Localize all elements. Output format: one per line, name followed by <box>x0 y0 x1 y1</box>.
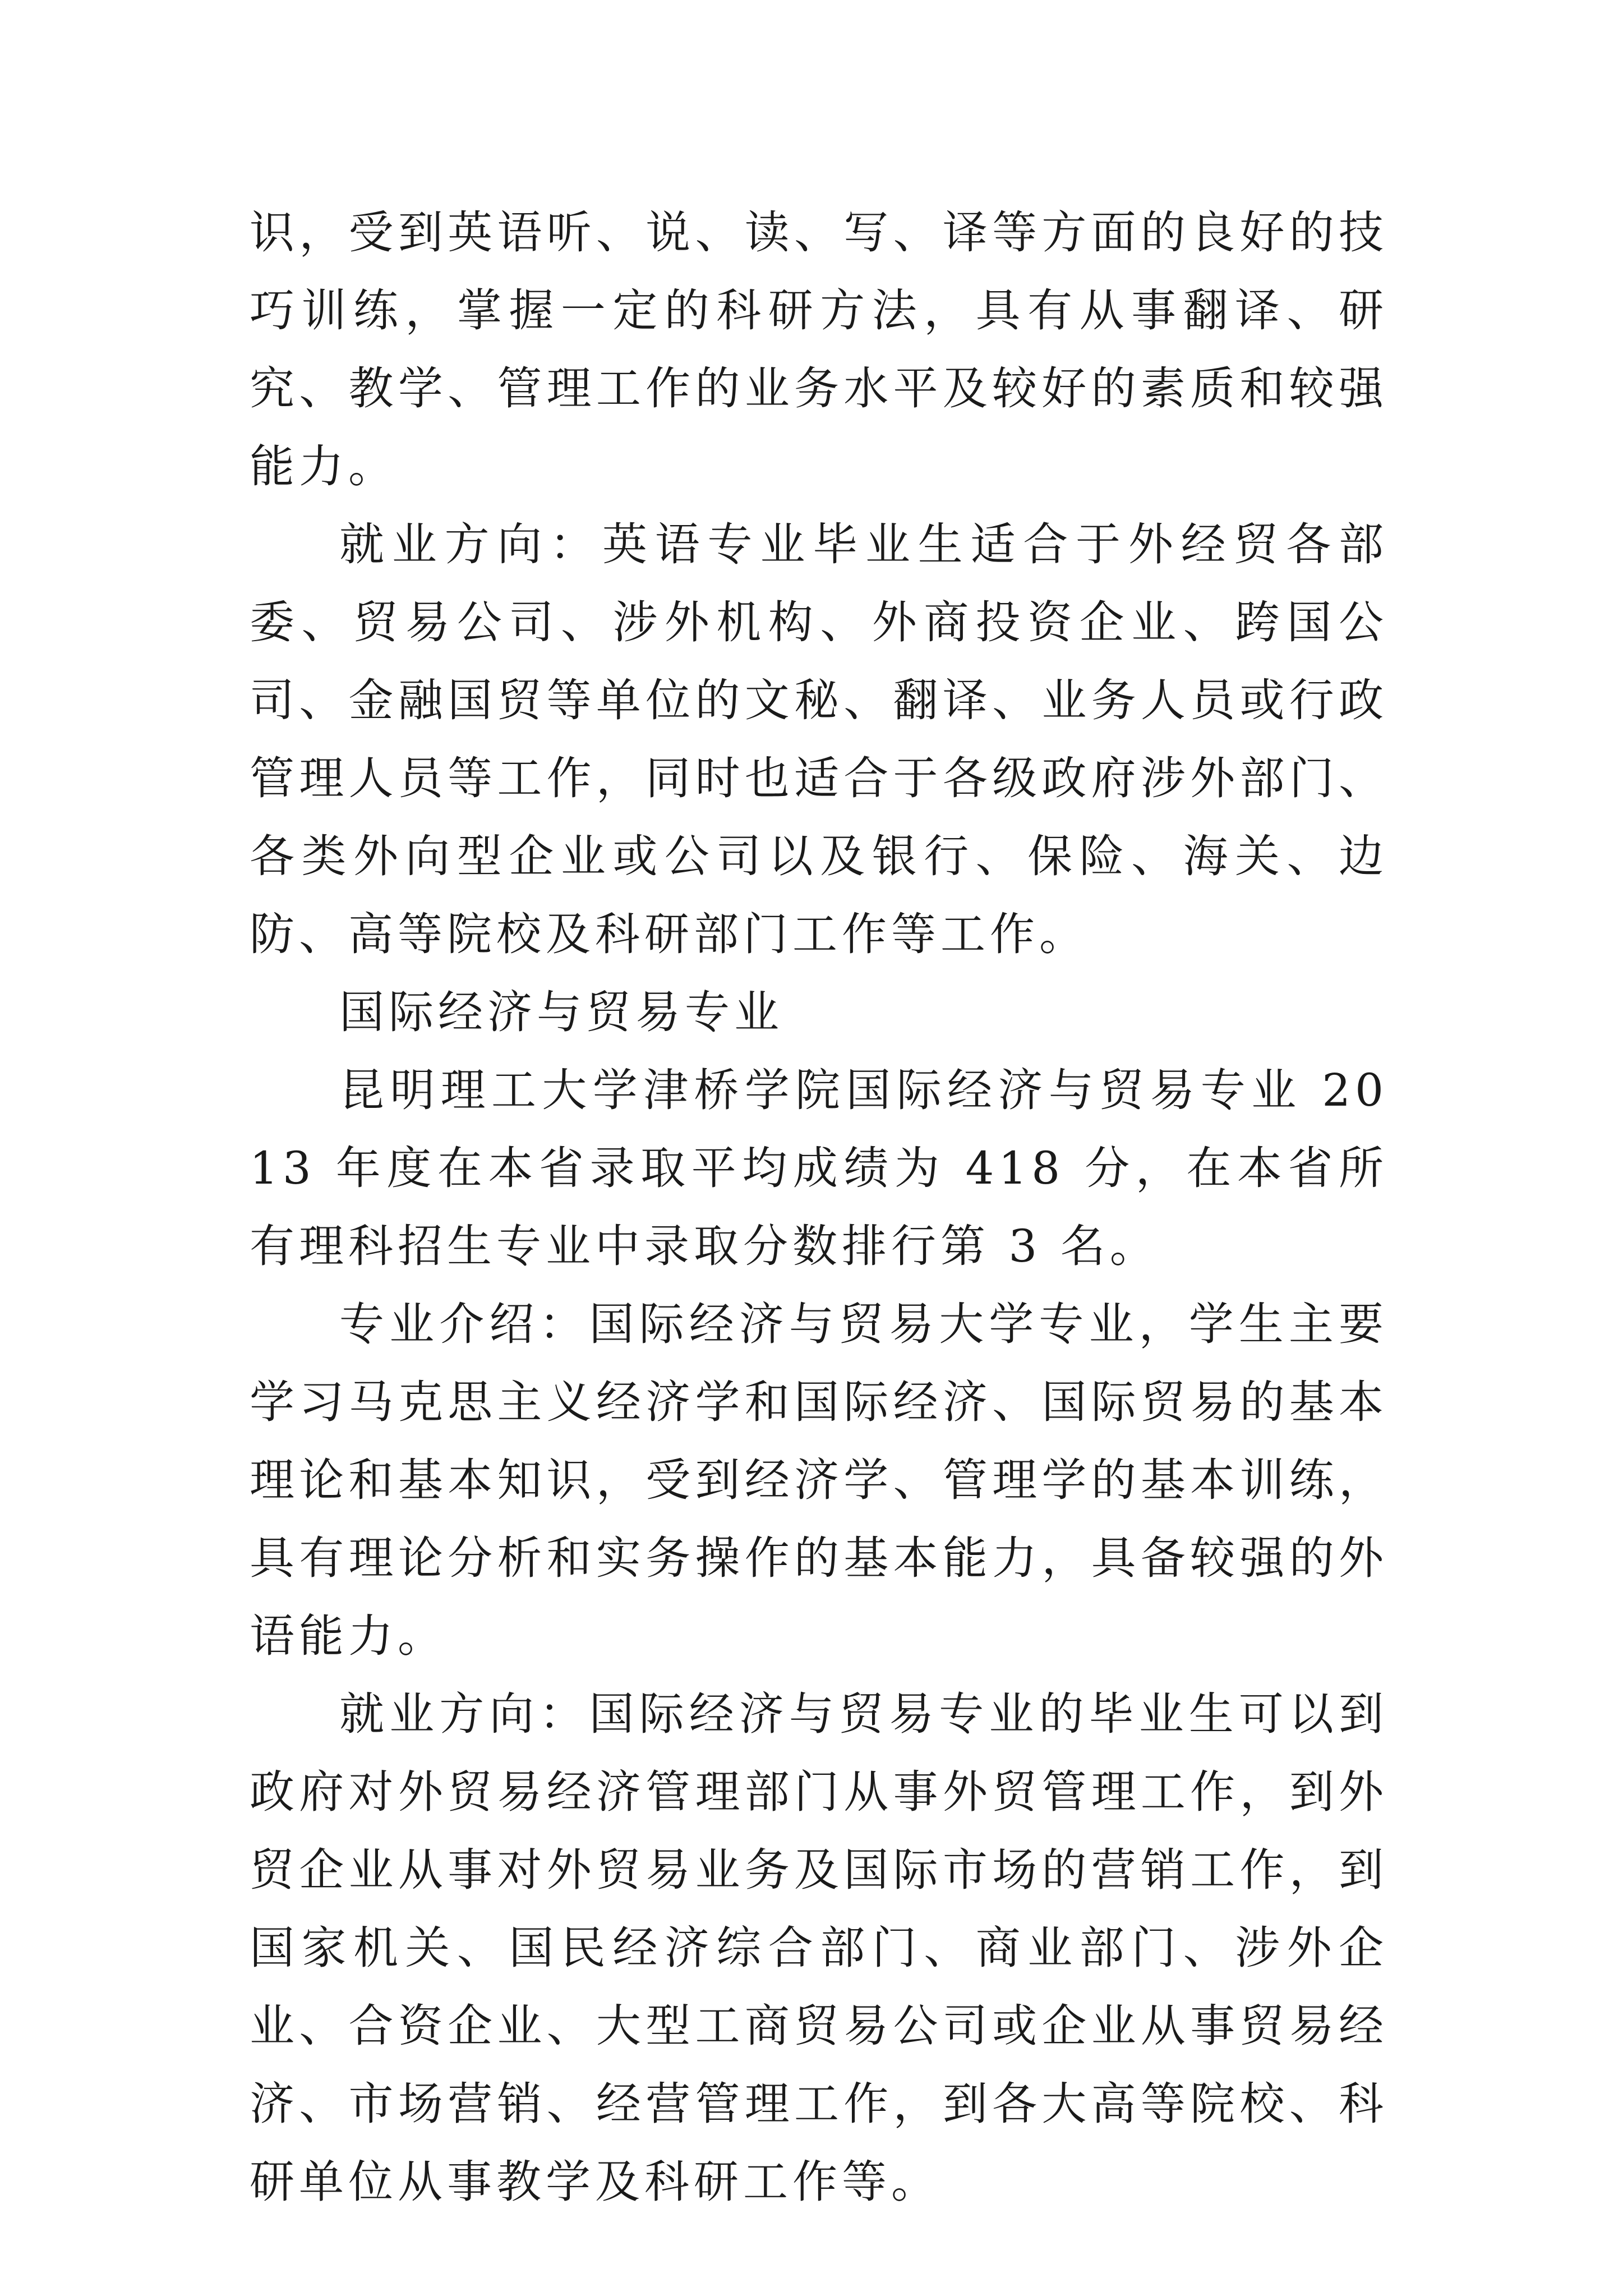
paragraph-admission-scores: 昆明理工大学津桥学院国际经济与贸易专业 2013 年度在本省录取平均成绩为 418 分，在本省所有理科招生专业中录取分数排行第 3 名。 <box>250 1064 1388 1272</box>
paragraph-english-skills: 识，受到英语听、说、读、写、译等方面的良好的技巧训练，掌握一定的科研方法，具有从事翻译、研究、教学、管理工作的业务水平及较好的素质和较强能力。 <box>250 206 1388 493</box>
paragraph-major-intro: 专业介绍：国际经济与贸易大学专业，学生主要学习马克思主义经济学和国际经济、国际贸易的基本理论和基本知识，受到经济学、管理学的基本训练，具有理论分析和实务操作的基本能力，具备较强的外语能力。 <box>250 1298 1388 1662</box>
body-text <box>250 194 1388 2221</box>
paragraph-trade-employment: 就业方向：国际经济与贸易专业的毕业生可以到政府对外贸易经济管理部门从事外贸管理工作，到外贸企业从事对外贸易业务及国际市场的营销工作，到国家机关、国民经济综合部门、商业部门、涉外企业、合资企业、大型工商贸易公司或企业从事贸易经济、市场营销、经营管理工作，到各大高等院校、科研单位从事教学及科研工作等。 <box>250 1688 1388 2208</box>
paragraph-english-employment: 就业方向：英语专业毕业生适合于外经贸各部委、贸易公司、涉外机构、外商投资企业、跨国公司、金融国贸等单位的文秘、翻译、业务人员或行政管理人员等工作，同时也适合于各级政府涉外部门、各类外向型企业或公司以及银行、保险、海关、边防、高等院校及科研部门工作等工作。 <box>250 518 1388 960</box>
section-heading-intl-trade: 国际经济与贸易专业 <box>339 986 783 1038</box>
